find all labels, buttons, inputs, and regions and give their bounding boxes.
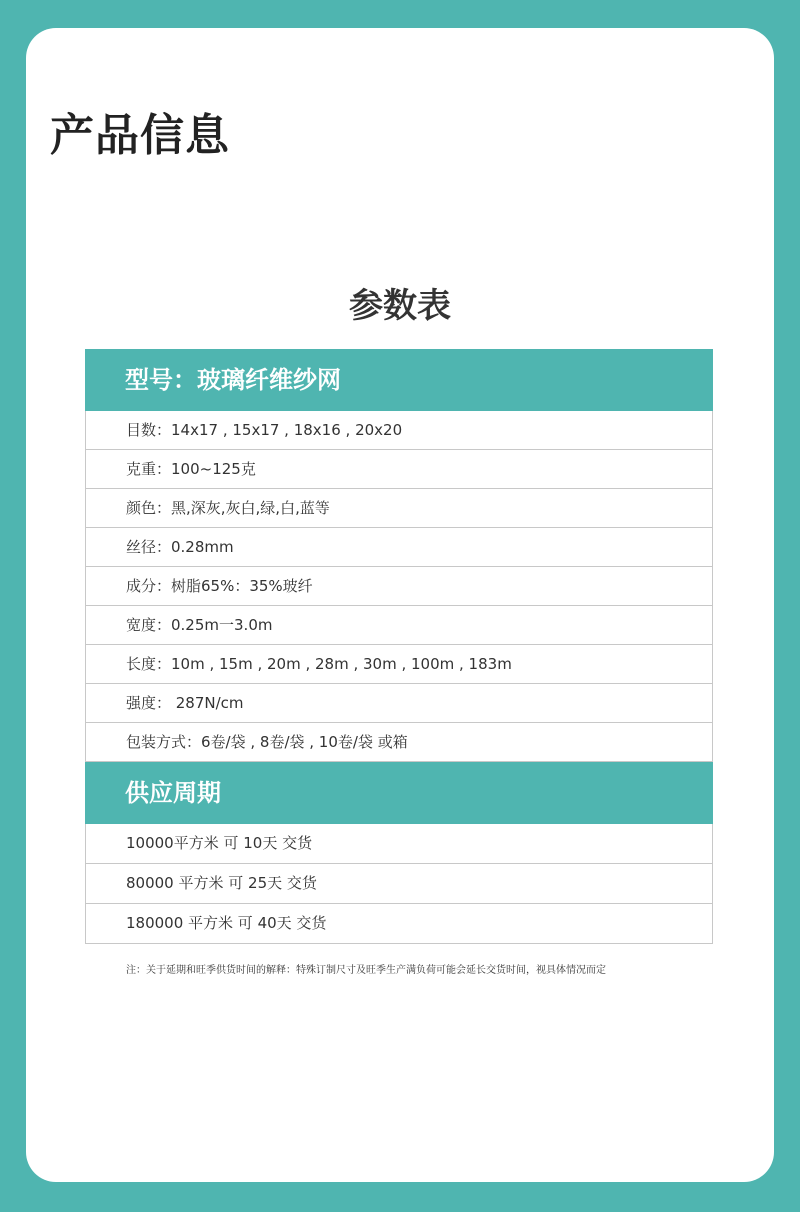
supply-rows <box>85 824 713 944</box>
spec-row-length: 长度：10m , 15m , 20m , 28m , 30m , 100m , 183m <box>86 645 712 684</box>
content-card <box>26 28 774 1182</box>
spec-row-strength: 强度： 287N/cm <box>86 684 712 723</box>
page-title: 产品信息 <box>50 110 230 161</box>
spec-row-width: 宽度：0.25m一3.0m <box>86 606 712 645</box>
spec-row-wire-diameter: 丝径：0.28mm <box>86 528 712 567</box>
supply-row: 180000 平方米 可 40天 交货 <box>86 904 712 944</box>
supply-row: 10000平方米 可 10天 交货 <box>86 824 712 864</box>
table-title: 参数表 <box>349 286 451 326</box>
spec-row-composition: 成分：树脂65%：35%玻纤 <box>86 567 712 606</box>
spec-rows <box>85 411 713 762</box>
supply-row: 80000 平方米 可 25天 交货 <box>86 864 712 904</box>
spec-row-mesh: 目数：14x17 , 15x17 , 18x16 , 20x20 <box>86 411 712 450</box>
supply-header: 供应周期 <box>85 762 713 824</box>
spec-row-color: 颜色：黑,深灰,灰白,绿,白,蓝等 <box>86 489 712 528</box>
model-header: 型号：玻璃纤维纱网 <box>85 349 713 411</box>
spec-row-packaging: 包装方式：6卷/袋 , 8卷/袋 , 10卷/袋 或箱 <box>86 723 712 762</box>
footnote: 注：关于延期和旺季供货时间的解释：特殊订制尺寸及旺季生产满负荷可能会延长交货时间，视具体情况而定 <box>126 965 606 976</box>
spec-table <box>85 349 713 944</box>
spec-row-weight: 克重：100~125克 <box>86 450 712 489</box>
